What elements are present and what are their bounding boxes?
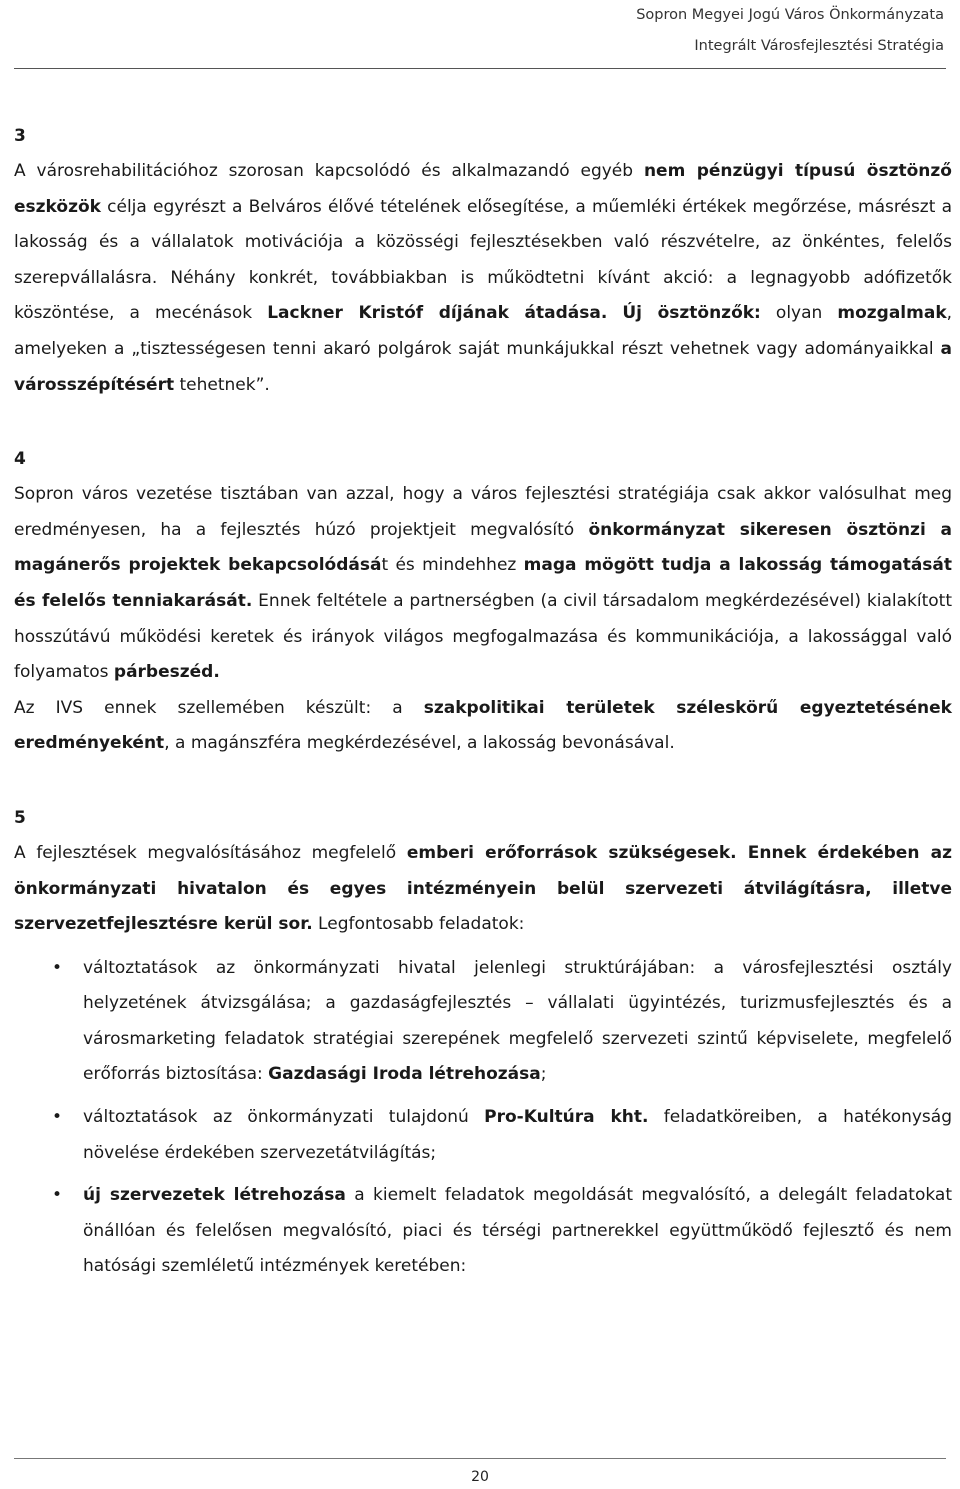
text-run: Sopron város vezetése tisztában van azzal, hogy a város fejlesztési stratégiája csak akkor valósulhat meg eredményesen, ha a fejlesztés húzó projektjeit megvalósító	[14, 484, 952, 540]
text-run-bold: a városszépítésért	[14, 338, 952, 395]
bullet-icon: •	[52, 1107, 63, 1128]
text-run: feladatköreiben, a hatékonyság növelése érdekében szervezetátvilágítás;	[83, 1107, 952, 1163]
page-header	[636, 0, 944, 62]
section-number: 4	[14, 449, 26, 470]
text-run-bold: emberi erőforrások szükségesek. Ennek érdekében az önkormányzati hivatalon és egyes intézményein belül szervezeti átvilágításra, illetve szervezetfejlesztésre kerül sor.	[14, 842, 953, 935]
text-run: változtatások az önkormányzati tulajdonú	[83, 1107, 485, 1128]
list-item	[14, 1100, 952, 1171]
header-organization: Sopron Megyei Jogú Város Önkormányzata	[636, 7, 944, 23]
task-list	[14, 951, 952, 1285]
bullet-icon: •	[52, 1185, 63, 1206]
document-body	[14, 118, 952, 1292]
section-4	[14, 441, 952, 762]
text-run-bold: új szervezetek létrehozása	[83, 1185, 346, 1206]
paragraph	[14, 154, 952, 403]
text-run-bold: párbeszéd.	[113, 662, 220, 683]
text-run	[607, 303, 622, 323]
footer-divider	[14, 1458, 946, 1459]
text-run: A fejlesztések megvalósításához megfelelő	[14, 842, 407, 863]
text-run: Ennek feltétele a partnerségben (a civil társadalom megkérdezésével) kialakított hosszútávú működési keretek és irányok világos megfogalmazása és kommunikációja, a lakossággal való folyamatos	[14, 590, 952, 683]
section-5	[14, 800, 952, 1285]
text-run: ;	[540, 1064, 547, 1085]
header-divider	[14, 68, 946, 69]
text-run: változtatások az önkormányzati hivatal jelenlegi struktúrájában: a városfejlesztési osztály helyzetének átvizsgálása; a gazdaságfejlesztés – vállalati ügyintézés, turizmusfejlesztés és a városmarketing feladatok stratégiai szerepének megfelelő szervezeti szintű képviselete, megfelelő erőforrás biztosítása:	[83, 957, 952, 1085]
text-run: tehetnek”.	[174, 374, 270, 395]
paragraph	[14, 691, 952, 762]
header-document-title: Integrált Városfejlesztési Stratégia	[694, 38, 944, 54]
section-number: 3	[14, 126, 26, 146]
text-run: célja egyrészt a Belváros élővé tételének elősegítése, a műemléki értékek megőrzése, másrészt a lakosság és a vállalatok motivációja a közösségi fejlesztésekben való részvételre, az önkéntes, felelős szerepvállalásra. Néhány konkrét, továbbiakban is működtetni kívánt akció: a legnagyobb adófizetők köszöntése, a mecénások	[14, 196, 952, 324]
text-run-bold: maga mögött tudja a lakosság támogatását és felelős tenniakarását.	[14, 555, 953, 611]
text-run: a kiemelt feladatok megoldását megvalósító, a delegált feladatokat önállóan és felelősen megvalósító, piaci és térségi partnerekkel együttműködő fejlesztő és nem hatósági szemléletű intézmények keretében:	[83, 1185, 952, 1277]
text-run: Legfontosabb feladatok:	[312, 914, 525, 935]
text-run-bold: Új ösztönzők:	[622, 303, 761, 324]
section-number: 5	[14, 807, 26, 828]
text-run: olyan	[760, 303, 838, 324]
text-run-bold: Gazdasági Iroda létrehozása	[268, 1064, 541, 1085]
paragraph	[14, 836, 952, 943]
text-run-bold: mozgalmak	[837, 303, 947, 324]
text-run-bold: szakpolitikai területek széleskörű egyeztetésének eredményeként	[14, 697, 952, 754]
text-run-bold: önkormányzat sikeresen ösztönzi a magánerős projektek bekapcsolódásá	[14, 519, 952, 576]
list-item	[14, 951, 952, 1093]
text-run: Az IVS ennek szellemében készült: a	[14, 697, 424, 718]
text-run: , a magánszféra megkérdezésével, a lakosság bevonásával.	[164, 733, 675, 754]
page-number: 20	[471, 1469, 489, 1485]
text-run: A városrehabilitációhoz szorosan kapcsolódó és alkalmazandó egyéb	[14, 161, 644, 181]
list-item	[14, 1178, 952, 1285]
text-run-bold: Lackner Kristóf díjának átadása.	[267, 303, 608, 324]
text-run: , amelyeken a „tisztességesen tenni akaró polgárok saját munkájukkal részt vehetnek vagy adományaikkal	[14, 303, 953, 359]
paragraph	[14, 477, 952, 691]
bullet-icon: •	[52, 957, 63, 978]
text-run-bold: nem pénzügyi típusú ösztönző eszközök	[14, 161, 952, 217]
section-3	[14, 118, 952, 403]
text-run-bold: Pro-Kultúra kht.	[484, 1107, 649, 1128]
text-run: t és mindehhez	[381, 555, 524, 576]
